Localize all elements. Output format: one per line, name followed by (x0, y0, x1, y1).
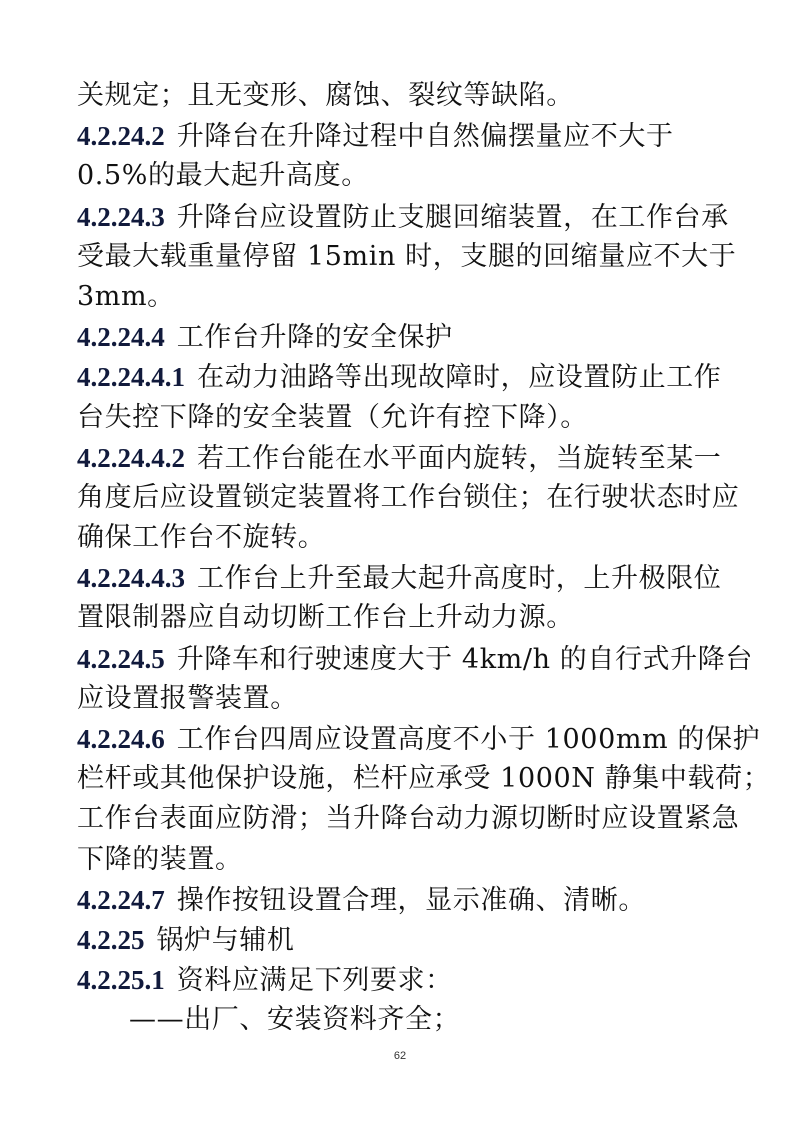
clause-text: 在动力油路等出现故障时，应设置防止工作 (197, 362, 722, 394)
text-line (77, 398, 737, 438)
clause-text: 受最大载重量停留 15min 时，支腿的回缩量应不大于 (77, 240, 737, 272)
text-line (77, 277, 737, 317)
text-line (77, 237, 737, 277)
clause-text: 升降台在升降过程中自然偏摆量应不大于 (176, 121, 674, 153)
clause-text: 0.5%的最大起升高度。 (77, 160, 369, 192)
clause-line (77, 438, 737, 478)
clause-text: 栏杆或其他保护设施，栏杆应承受 1000N 静集中载荷； (77, 763, 771, 795)
clause-number: 4.2.25.1 (77, 965, 165, 996)
clause-line (77, 357, 737, 397)
text-line (77, 679, 737, 719)
clause-number: 4.2.24.6 (77, 724, 165, 754)
clause-number: 4.2.24.4.2 (77, 442, 185, 473)
clause-text: 锅炉与辅机 (156, 924, 295, 956)
text-line (77, 799, 740, 839)
text-line (77, 518, 737, 558)
document-body (77, 76, 771, 1041)
text-line (77, 76, 737, 116)
clause-number: 4.2.24.4.3 (77, 563, 185, 594)
clause-line (77, 960, 737, 1000)
clause-text: 升降台应设置防止支腿回缩装置，在工作台承 (176, 201, 729, 233)
text-line (77, 759, 771, 799)
text-line (77, 840, 737, 880)
clause-number: 4.2.24.3 (77, 201, 165, 232)
clause-text: ——出厂、安装资料齐全； (129, 1004, 461, 1036)
clause-line (77, 920, 737, 960)
clause-text: 工作台四周应设置高度不小于 1000mm 的保护 (176, 724, 761, 755)
clause-number: 4.2.24.7 (77, 884, 165, 915)
clause-number: 4.2.24.5 (77, 643, 165, 674)
clause-number: 4.2.25 (77, 924, 145, 955)
clause-line (77, 197, 737, 237)
clause-text: 下降的装置。 (77, 843, 243, 875)
clause-text: 操作按钮设置合理，显示准确、清晰。 (176, 884, 646, 916)
clause-text: 资料应满足下列要求： (176, 965, 453, 997)
clause-line (77, 639, 753, 679)
clause-text: 置限制器应自动切断工作台上升动力源。 (77, 602, 574, 634)
clause-text: 角度后应设置锁定装置将工作台锁住；在行驶状态时应 (77, 481, 740, 513)
clause-text: 确保工作台不旋转。 (77, 522, 326, 554)
text-line (77, 478, 740, 518)
page-number: 62 (393, 1050, 407, 1062)
clause-text: 若工作台能在水平面内旋转，当旋转至某一 (197, 442, 722, 474)
clause-text: 台失控下降的安全装置（允许有控下降）。 (77, 401, 588, 433)
clause-text: 3mm。 (77, 280, 175, 312)
text-line (77, 156, 737, 196)
clause-text: 关规定；且无变形、腐蚀、裂纹等缺陷。 (77, 80, 574, 111)
clause-number: 4.2.24.4.1 (77, 362, 185, 393)
clause-text: 升降车和行驶速度大于 4km/h 的自行式升降台 (176, 643, 753, 675)
clause-line (77, 116, 737, 156)
clause-text: 工作台上升至最大起升高度时，上升极限位 (197, 563, 722, 595)
clause-line (77, 880, 737, 920)
clause-line (77, 719, 761, 759)
clause-line (77, 317, 737, 357)
clause-text: 应设置报警装置。 (77, 682, 298, 714)
text-line (77, 598, 737, 638)
clause-text: 工作台表面应防滑；当升降台动力源切断时应设置紧急 (77, 803, 740, 835)
clause-number: 4.2.24.4 (77, 322, 165, 353)
clause-text: 工作台升降的安全保护 (176, 322, 453, 354)
clause-line (77, 558, 737, 598)
text-line (77, 1000, 737, 1040)
clause-number: 4.2.24.2 (77, 121, 165, 152)
